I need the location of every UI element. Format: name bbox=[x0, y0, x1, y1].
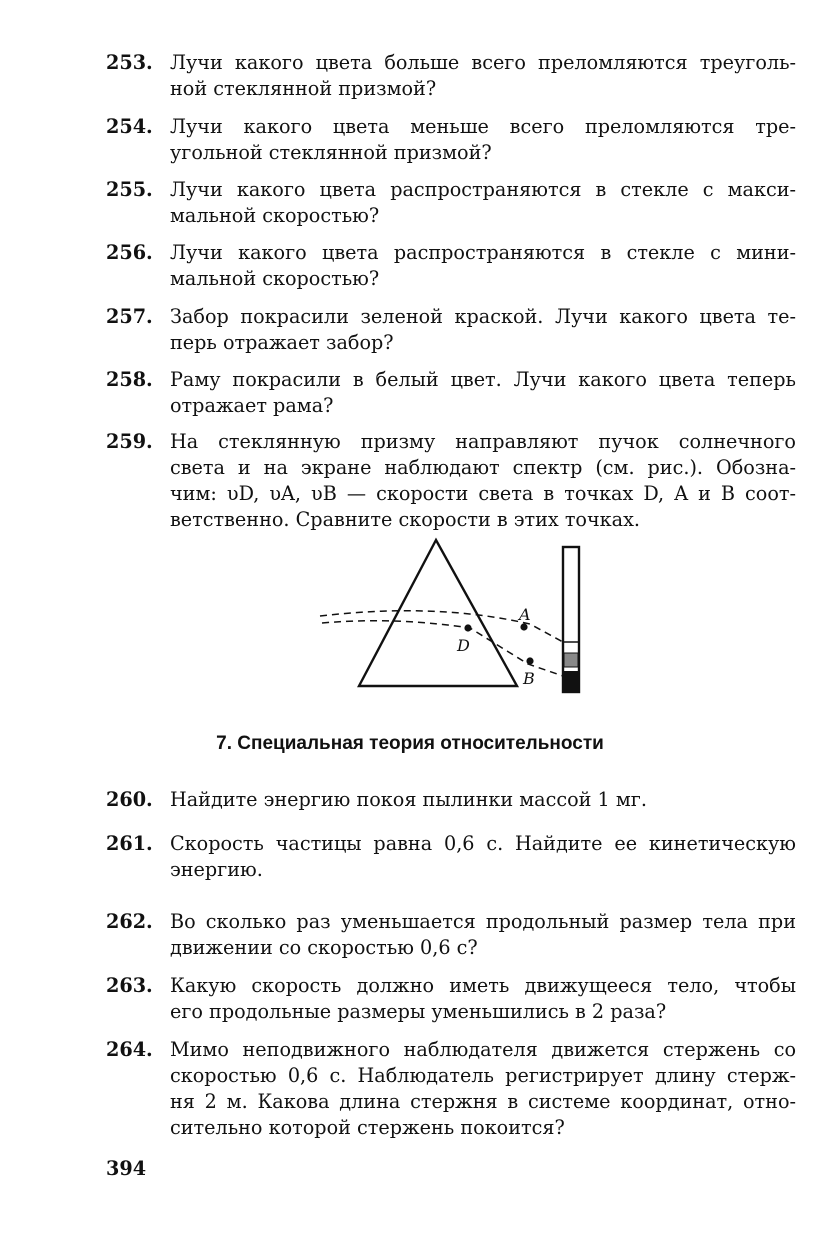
text-line: Лучи какого цвета меньше всего преломляются тре- bbox=[170, 115, 796, 138]
problem-number: 253. bbox=[106, 51, 153, 74]
problem-258 bbox=[106, 367, 796, 419]
problem-number: 257. bbox=[106, 305, 153, 328]
text-line: энергию. bbox=[170, 858, 263, 881]
spectrum-band-hatched bbox=[564, 653, 578, 667]
text-line: движении со скоростью 0,6 c? bbox=[170, 936, 478, 959]
text-line: Забор покрасили зеленой краской. Лучи какого цвета те- bbox=[170, 305, 796, 328]
text-line: Мимо неподвижного наблюдателя движется стержень со bbox=[170, 1038, 796, 1061]
text-line: перь отражает забор? bbox=[170, 331, 394, 354]
problem-261 bbox=[106, 831, 796, 883]
problem-text bbox=[170, 787, 796, 813]
problem-text bbox=[170, 304, 796, 356]
problem-text bbox=[170, 909, 796, 961]
prism-spectrum-figure bbox=[300, 530, 600, 700]
text-line: мальной скоростью? bbox=[170, 267, 380, 290]
problem-number: 262. bbox=[106, 910, 153, 933]
problem-number: 254. bbox=[106, 115, 153, 138]
text-line: Найдите энергию покоя пылинки массой 1 мг. bbox=[170, 788, 647, 811]
text-line: Лучи какого цвета больше всего преломляются треуголь- bbox=[170, 51, 796, 74]
problem-text bbox=[170, 177, 796, 229]
label-b: B bbox=[523, 669, 535, 688]
text-line: Какую скорость должно иметь движущееся тело, чтобы bbox=[170, 974, 796, 997]
problem-number: 259. bbox=[106, 430, 153, 453]
text-line: Лучи какого цвета распространяются в стекле с макси- bbox=[170, 178, 796, 201]
text-line: Во сколько раз уменьшается продольный размер тела при bbox=[170, 910, 796, 933]
problem-text bbox=[170, 1037, 796, 1141]
text-line: сительно которой стержень покоится? bbox=[170, 1116, 565, 1139]
text-line: скоростью 0,6 c. Наблюдатель регистрирует длину стерж- bbox=[170, 1064, 796, 1087]
label-a: A bbox=[519, 605, 531, 624]
problem-text bbox=[170, 831, 796, 883]
text-line: На стеклянную призму направляют пучок солнечного bbox=[170, 430, 796, 453]
problem-text bbox=[170, 240, 796, 292]
text-line: Лучи какого цвета распространяются в стекле с мини- bbox=[170, 241, 796, 264]
problem-259 bbox=[106, 429, 796, 533]
problem-number: 258. bbox=[106, 368, 153, 391]
text-line: Скорость частицы равна 0,6 c. Найдите ее кинетическую bbox=[170, 832, 796, 855]
problem-number: 255. bbox=[106, 178, 153, 201]
text-line: Раму покрасили в белый цвет. Лучи какого цвета теперь bbox=[170, 368, 796, 391]
point-d bbox=[464, 624, 471, 631]
text-line: ной стеклянной призмой? bbox=[170, 77, 437, 100]
problem-254 bbox=[106, 114, 796, 166]
problem-text bbox=[170, 367, 796, 419]
problem-number: 261. bbox=[106, 832, 153, 855]
text-line: чим: υD, υA, υB — скорости света в точках D, A и B соот- bbox=[170, 482, 796, 505]
screen bbox=[563, 547, 579, 692]
text-line: угольной стеклянной призмой? bbox=[170, 141, 492, 164]
text-line: отражает рама? bbox=[170, 394, 334, 417]
point-a bbox=[520, 623, 527, 630]
problem-262 bbox=[106, 909, 796, 961]
spectrum-band-dark bbox=[564, 671, 578, 691]
glass-prism bbox=[359, 540, 517, 686]
problem-number: 256. bbox=[106, 241, 153, 264]
problem-text bbox=[170, 973, 796, 1025]
problem-text bbox=[170, 429, 796, 533]
problem-256 bbox=[106, 240, 796, 292]
section-title: 7. Специальная теория относительности bbox=[216, 733, 604, 754]
problem-text bbox=[170, 50, 796, 102]
problem-255 bbox=[106, 177, 796, 229]
problem-text bbox=[170, 114, 796, 166]
problem-264 bbox=[106, 1037, 796, 1141]
point-b bbox=[526, 657, 533, 664]
page-number: 394 bbox=[106, 1157, 147, 1180]
problem-number: 263. bbox=[106, 974, 153, 997]
problem-253 bbox=[106, 50, 796, 102]
text-line: ня 2 м. Какова длина стержня в системе координат, отно- bbox=[170, 1090, 796, 1113]
problem-257 bbox=[106, 304, 796, 356]
text-line: мальной скоростью? bbox=[170, 204, 380, 227]
text-line: его продольные размеры уменьшились в 2 раза? bbox=[170, 1000, 667, 1023]
text-line: ветственно. Сравните скорости в этих точках. bbox=[170, 508, 641, 531]
text-line: света и на экране наблюдают спектр (см. рис.). Обозна- bbox=[170, 456, 796, 479]
problem-260 bbox=[106, 787, 796, 813]
problem-number: 260. bbox=[106, 788, 153, 811]
problem-number: 264. bbox=[106, 1038, 153, 1061]
label-d: D bbox=[457, 636, 470, 655]
problem-263 bbox=[106, 973, 796, 1025]
